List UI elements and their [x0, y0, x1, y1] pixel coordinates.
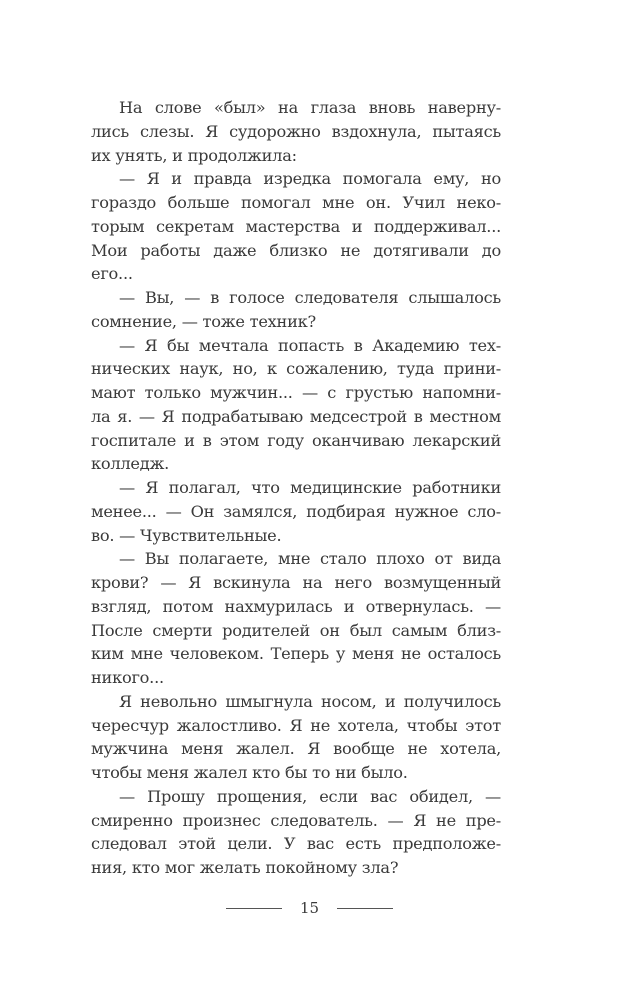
text-line: колледж.	[91, 454, 170, 474]
text-line: чтобы меня жалел кто бы то ни было.	[91, 763, 408, 782]
text-line: ким мне человеком. Теперь у меня не осталось	[91, 644, 501, 664]
text-line: крови? — Я вскинула на него возмущенный	[91, 573, 501, 592]
text-line: взгляд, потом нахмурилась и отвернулась. —	[91, 596, 501, 616]
page-number: 15	[299, 899, 320, 917]
text-line: смиренно произнес следователь. — Я не пре-	[91, 810, 501, 830]
text-line: На слове «был» на глаза вновь наверну-	[119, 98, 501, 117]
text-line: нических наук, но, к сожалению, туда прини-	[91, 359, 501, 379]
text-line: во. — Чувствительные.	[91, 525, 282, 545]
text-line: — Я и правда изредка помогала ему, но	[119, 169, 501, 189]
text-line: гораздо больше помогал мне он. Учил неко-	[91, 193, 501, 212]
footer-rule-right	[337, 908, 393, 909]
page-body	[91, 96, 501, 880]
text-line: лись слезы. Я судорожно вздохнула, пытаясь	[91, 121, 501, 141]
text-line: — Я бы мечтала попасть в Академию тех-	[119, 335, 501, 355]
text-line: сомнение, — тоже техник?	[91, 311, 316, 331]
text-line: Я невольно шмыгнула носом, и получилось	[119, 691, 501, 711]
text-line: мают только мужчин... — с грустью напомни-	[91, 383, 501, 402]
text-line: — Я полагал, что медицинские работники	[119, 478, 501, 497]
text-line: никого...	[91, 668, 164, 687]
footer-rule-left	[226, 908, 282, 909]
text-line: следовал этой цели. У вас есть предположе-	[91, 834, 501, 854]
text-line: — Вы полагаете, мне стало плохо от вида	[119, 549, 501, 569]
text-line: менее... — Он замялся, подбирая нужное сло-	[91, 501, 501, 521]
text-line: чересчур жалостливо. Я не хотела, чтобы этот	[91, 715, 501, 735]
text-line: — Прошу прощения, если вас обидел, —	[119, 786, 501, 806]
page-footer	[0, 896, 619, 920]
text-line: ния, кто мог желать покойному зла?	[91, 858, 399, 877]
text-line: мужчина меня жалел. Я вообще не хотела,	[91, 739, 501, 759]
text-line: — Вы, — в голосе следователя слышалось	[119, 288, 501, 307]
text-line: После смерти родителей он был самым близ-	[91, 620, 501, 640]
text-line: госпитале и в этом году оканчиваю лекарский	[91, 430, 501, 450]
text-line: ла я. — Я подрабатываю медсестрой в местном	[91, 406, 501, 426]
text-line: их унять, и продолжила:	[91, 145, 297, 165]
text-line: Мои работы даже близко не дотягивали до	[91, 240, 501, 260]
text-line: торым секретам мастерства и поддерживал...	[91, 216, 501, 236]
text-line: его...	[91, 264, 133, 284]
